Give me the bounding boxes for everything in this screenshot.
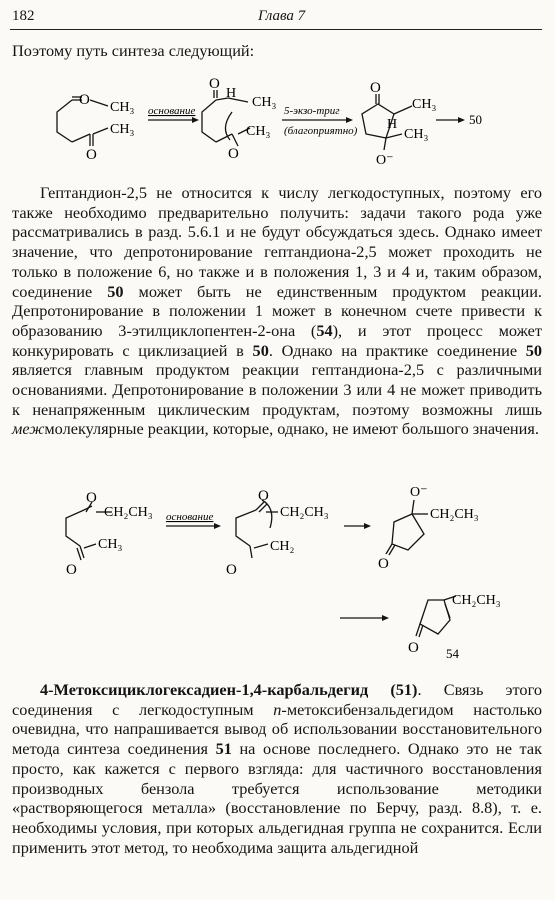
compound-ref: 54 [316, 320, 333, 340]
text-run: на основе последнего. Однако это не так просто, как кажется с первого взгляда: для частичного восстановления производных бензола требуется использование методики «растворяющегося металла» (восстановление по Берчу, разд. 8.8), т. е. необходимы условия, при которых альдегидная группа не сохранится. Если применить этот метод, то необходима защита альдегидной [12, 739, 542, 857]
atom-O: O [79, 92, 90, 108]
group-CH2CH3: CH₂CH₃ [280, 505, 329, 520]
text-run: -метоксибензальдегидом настолько очевидна, что напрашивается вывод об использовании восстановительного метода синтеза соединения [12, 699, 542, 759]
atom-O: O [258, 488, 269, 504]
group-CH3: CH₃ [110, 122, 135, 137]
arrow-head [364, 523, 371, 529]
atom-O: O [66, 562, 77, 578]
compound-ref: 50 [107, 281, 124, 301]
text-run: является главным продуктом реакции гептандиона-2,5 с различными основаниями. Депротонирование в положении 3 или 4 не может приводить к ненапряженным циклическим продуктам, поэтому возможны лишь [12, 360, 542, 419]
text-run: ), и этот процесс может конкурировать с циклизацией в [12, 320, 542, 360]
arrow-head [458, 117, 465, 123]
compound-ref: 51 [215, 739, 232, 759]
paragraph-2 [12, 680, 542, 857]
atom-O: O [226, 562, 237, 578]
product-number: 50 [469, 112, 482, 127]
alkoxide-O-minus: O⁻ [376, 153, 394, 168]
reagent-label-bottom: (благоприятно) [284, 125, 358, 137]
atom-O: O [370, 80, 381, 96]
atom-O: O [86, 147, 97, 163]
compound-ref: 50 [525, 340, 542, 360]
group-CH2CH3: CH₂CH₃ [430, 507, 479, 522]
text-run: может быть не единственным продуктом реакции. Депротонирование в положении 1 может в конечном счете привести к образованию 3-этилциклопентен-2-она ( [12, 281, 542, 340]
header-rule [10, 29, 542, 30]
atom-O: O [408, 640, 419, 656]
intro-text: Поэтому путь синтеза следующий: [12, 41, 255, 60]
compound-label-54: 54 [446, 646, 459, 661]
page-number: 182 [12, 8, 35, 24]
atom-O: O [209, 76, 220, 92]
atom-O: O [228, 146, 239, 162]
arrow-head [346, 117, 353, 123]
molecule-cyclic-alkoxide [386, 500, 428, 555]
reagent-label: основание [166, 511, 214, 523]
reaction-scheme-2 [0, 485, 555, 668]
text-run: . Связь этого соединения с легкодоступным [12, 680, 542, 719]
emphasis: п [273, 699, 282, 719]
group-CH3: CH₃ [412, 97, 437, 112]
arrow-head [382, 615, 389, 621]
group-CH2CH3: CH₂CH₃ [452, 593, 501, 608]
molecule-cyclopentenone [416, 596, 456, 637]
arrow-head [192, 117, 199, 123]
group-CH3: CH₃ [404, 127, 429, 142]
reagent-label: основание [148, 105, 196, 117]
atom-H: H [226, 86, 237, 101]
paragraph-1 [12, 183, 542, 439]
compound-ref: 50 [252, 340, 269, 360]
reaction-scheme-1 [0, 62, 555, 177]
atom-O: O [378, 556, 389, 572]
atom-O: O [86, 490, 97, 506]
text-run: молекулярные реакции, которые, однако, не имеют большого значения. [44, 419, 539, 439]
text-run: . Однако на практике соединение [268, 340, 526, 360]
group-CH3: CH₃ [98, 537, 123, 552]
text-run: Гептандион-2,5 не относится к числу легкодоступных, поэтому его также необходимо предварительно получить: задачи такого рода уже рассматривались в разд. 5.6.1 и не будут обсуждаться здесь. Однако имеет значение, что депротонирование гептандиона-2,5 может проходить не только в положение 6, но также и в положения 1, 3 и 4 и, таким образом, соединение [12, 183, 542, 301]
group-CH2CH3: CH₂CH₃ [104, 505, 153, 520]
atom-H: H [387, 117, 398, 132]
section-title: 4-Метоксициклогексадиен-1,4-карбальдегид (51) [40, 680, 418, 699]
chapter-title: Глава 7 [258, 8, 306, 24]
reagent-label-top: 5-экзо-триг [284, 105, 340, 117]
group-CH3: CH₃ [246, 124, 271, 139]
arrow-head [214, 523, 221, 529]
group-CH3: CH₃ [252, 95, 277, 110]
group-CH2: CH₂ [270, 539, 295, 554]
alkoxide-O-minus: O⁻ [410, 485, 428, 500]
emphasis: меж [12, 419, 45, 439]
group-CH3: CH₃ [110, 100, 135, 115]
